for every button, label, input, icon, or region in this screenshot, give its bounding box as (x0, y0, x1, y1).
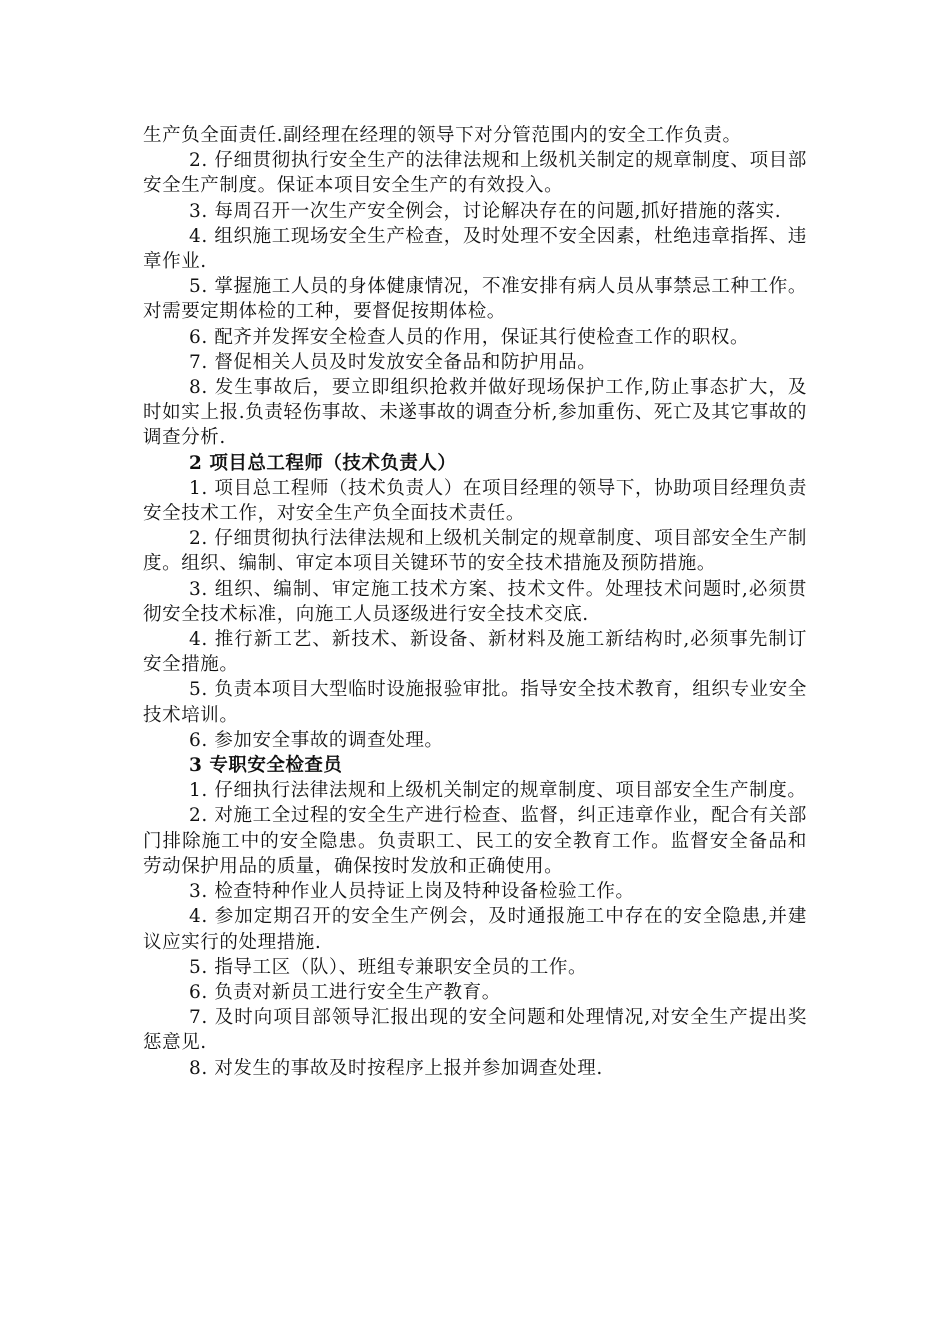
section2-item-2: 2. 仔细贯彻执行法律法规和上级机关制定的规章制度、项目部安全生产制度。组织、编制、审定本项目关键环节的安全技术措施及预防措施。 (143, 528, 807, 575)
section3-heading: 3 专职安全检查员 (189, 755, 343, 777)
section3-item-8: 8. 对发生的事故及时按程序上报并参加调查处理. (189, 1057, 603, 1079)
intro-paragraph: 生产负全面责任.副经理在经理的领导下对分管范围内的安全工作负责。 (143, 125, 742, 146)
section3-item-6: 6. 负责对新员工进行安全生产教育。 (189, 981, 501, 1003)
section3-item-3: 3. 检查特种作业人员持证上岗及特种设备检验工作。 (189, 881, 635, 903)
section3-item-4: 4. 参加定期召开的安全生产例会，及时通报施工中存在的安全隐患,并建议应实行的处理措施. (143, 906, 807, 953)
section3-item-1: 1. 仔细执行法律法规和上级机关制定的规章制度、项目部安全生产制度。 (189, 780, 807, 802)
section1-item-7: 7. 督促相关人员及时发放安全备品和防护用品。 (189, 351, 597, 373)
section1-item-6: 6. 配齐并发挥安全检查人员的作用，保证其行使检查工作的职权。 (189, 326, 750, 348)
section1-item-5: 5. 掌握施工人员的身体健康情况，不准安排有病人员从事禁忌工种工作。对需要定期体检的工种，要督促按期体检。 (143, 276, 807, 323)
section3-item-2: 2. 对施工全过程的安全生产进行检查、监督，纠正违章作业，配合有关部门排除施工中的安全隐患。负责职工、民工的安全教育工作。监督安全备品和劳动保护用品的质量，确保按时发放和正确使用。 (143, 805, 807, 877)
section1-item-4: 4. 组织施工现场安全生产检查，及时处理不安全因素，杜绝违章指挥、违章作业. (143, 225, 807, 273)
section2-heading: 2 项目总工程师（技术负责人） (189, 452, 457, 474)
section2-item-5: 5. 负责本项目大型临时设施报验审批。指导安全技术教育，组织专业安全技术培训。 (143, 679, 807, 726)
document-page (143, 123, 807, 1081)
section2-item-6: 6. 参加安全事故的调查处理。 (189, 729, 444, 751)
section2-item-1: 1. 项目总工程师（技术负责人）在项目经理的领导下，协助项目经理负责安全技术工作，对安全生产负全面技术责任。 (143, 477, 807, 525)
section2-item-3: 3. 组织、编制、审定施工技术方案、技术文件。处理技术问题时,必须贯彻安全技术标准，向施工人员逐级进行安全技术交底. (143, 578, 807, 625)
section2-item-4: 4. 推行新工艺、新技术、新设备、新材料及施工新结构时,必须事先制订安全措施。 (143, 629, 807, 676)
section3-item-7: 7. 及时向项目部领导汇报出现的安全问题和处理情况,对安全生产提出奖惩意见. (143, 1007, 807, 1054)
section1-item-3: 3. 每周召开一次生产安全例会，讨论解决存在的问题,抓好措施的落实. (189, 200, 782, 222)
section3-item-5: 5. 指导工区（队）、班组专兼职安全员的工作。 (189, 956, 588, 978)
section1-item-2: 2. 仔细贯彻执行安全生产的法律法规和上级机关制定的规章制度、项目部安全生产制度。保证本项目安全生产的有效投入。 (143, 150, 807, 197)
section1-item-8: 8. 发生事故后，要立即组织抢救并做好现场保护工作,防止事态扩大，及时如实上报.负责轻伤事故、未遂事故的调查分析,参加重伤、死亡及其它事故的调查分析. (143, 377, 807, 449)
